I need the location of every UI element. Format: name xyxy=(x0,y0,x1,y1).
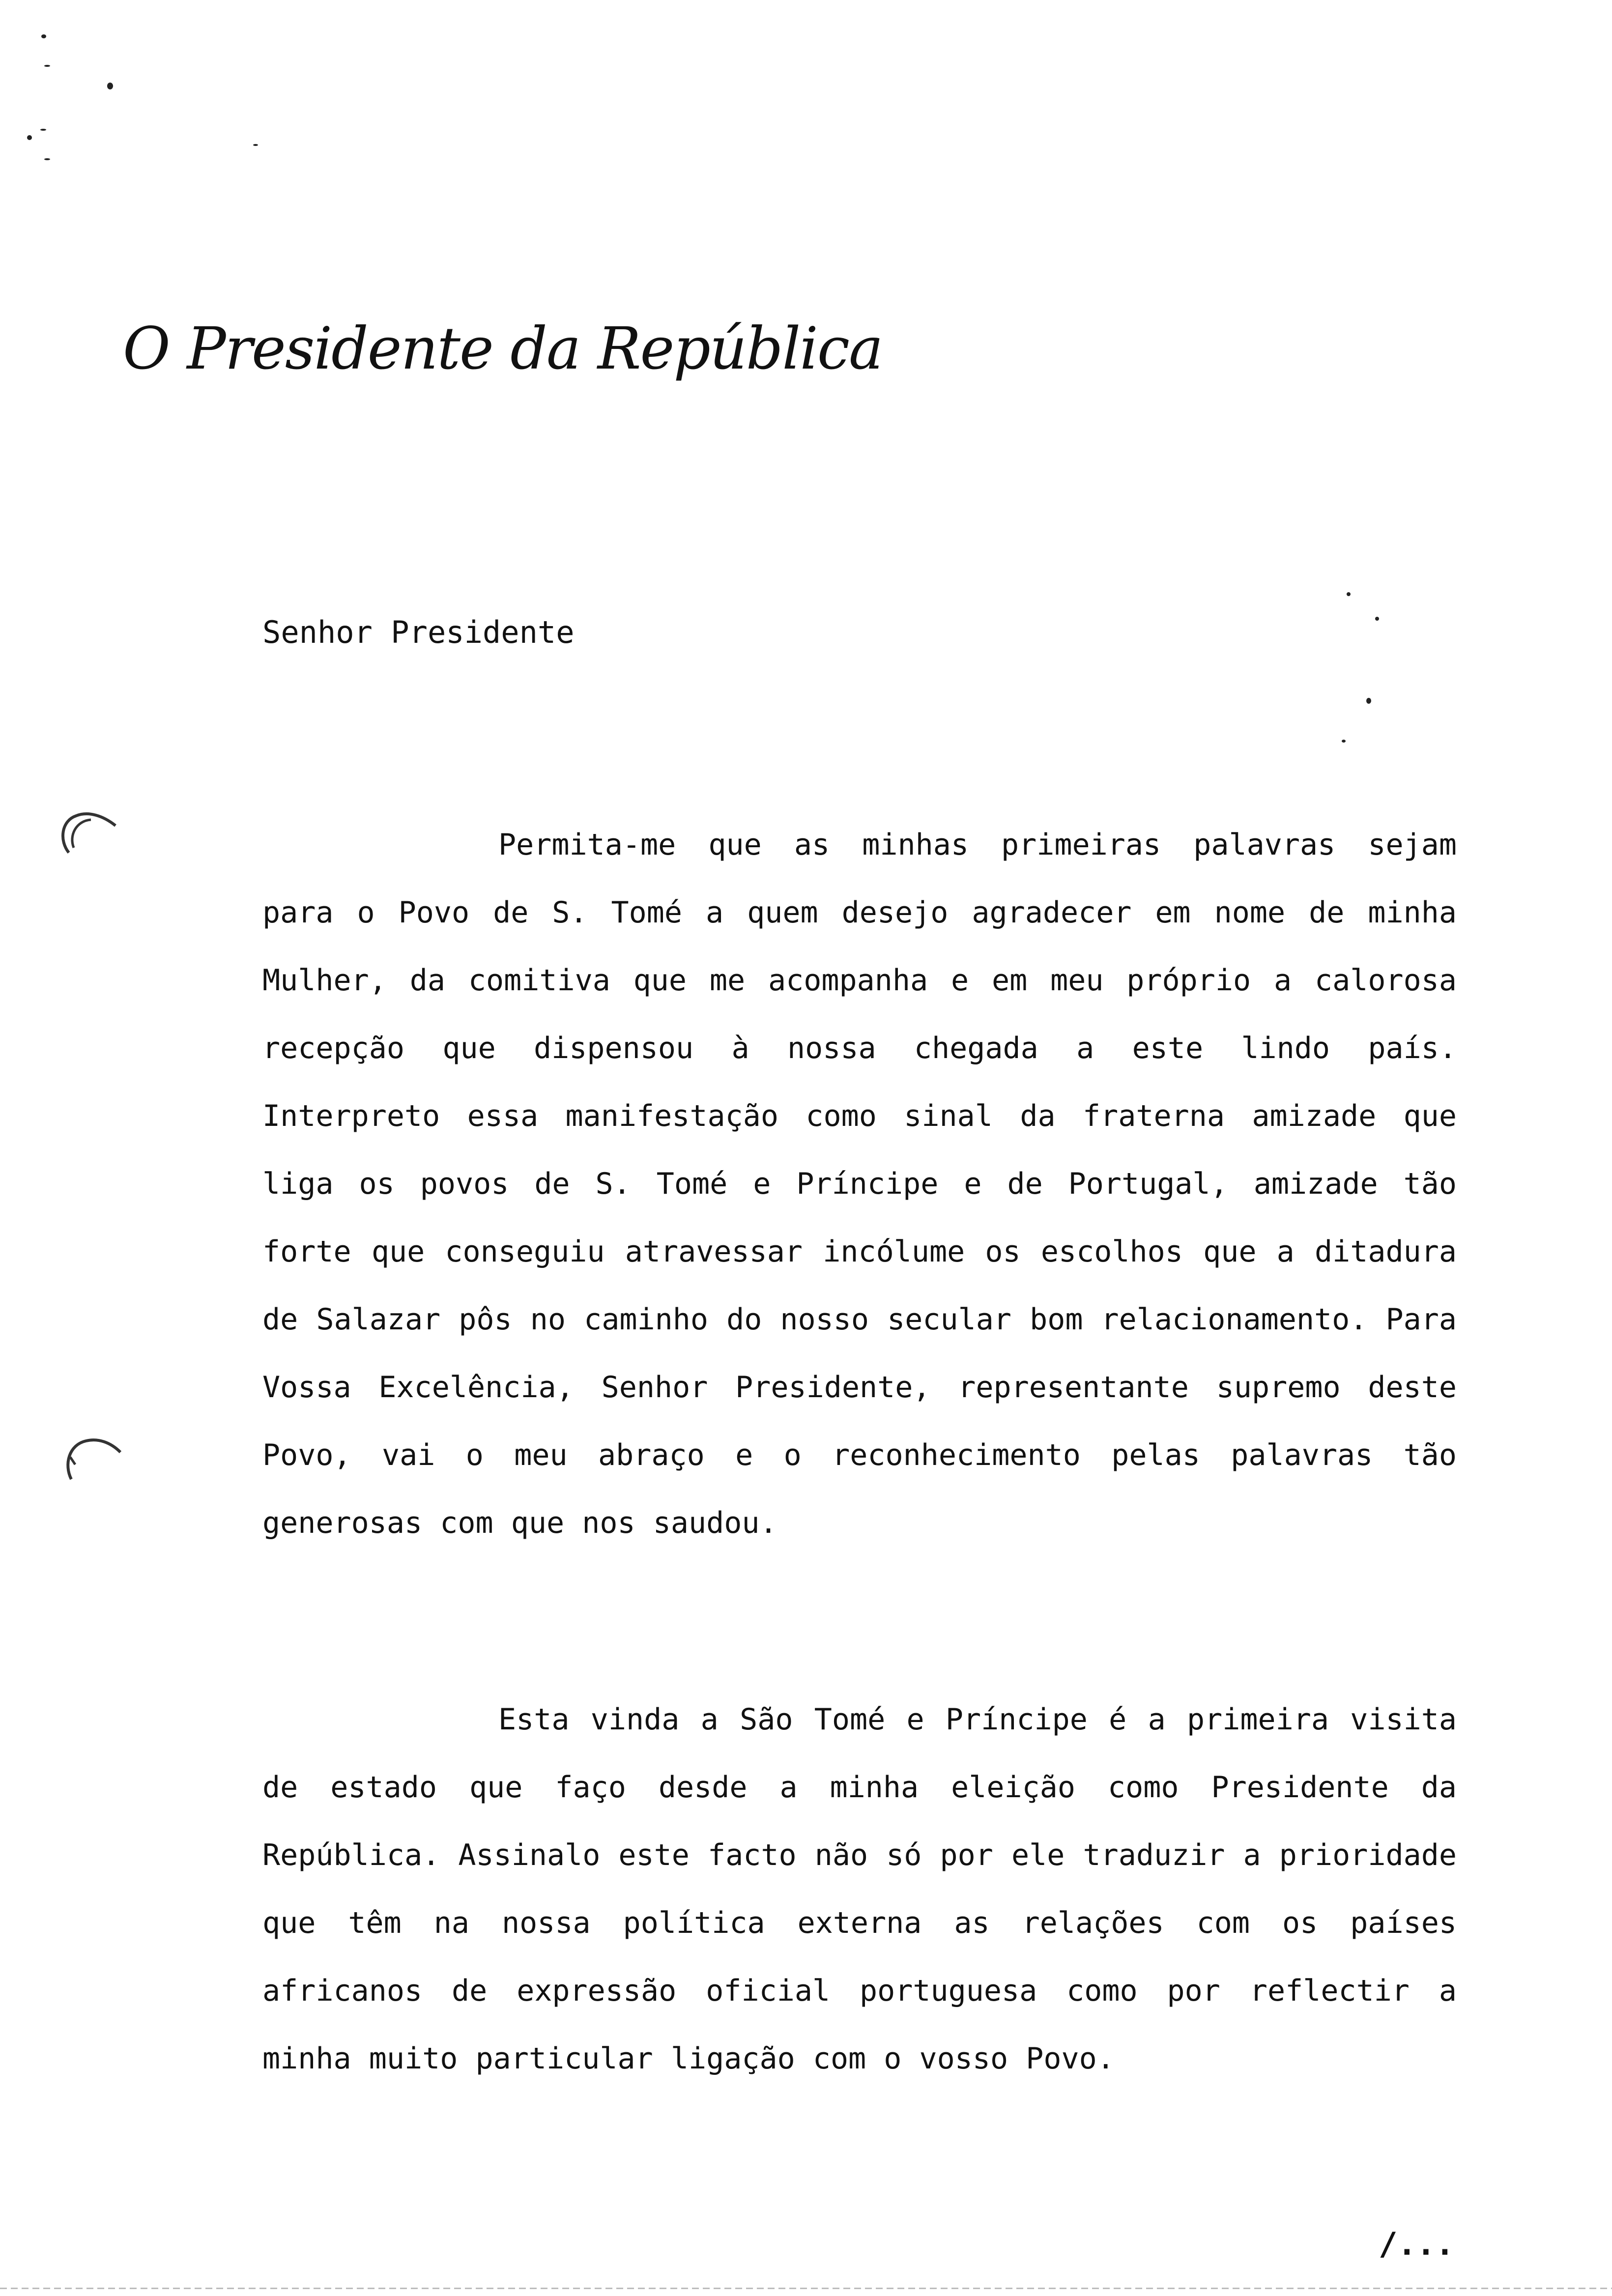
scan-speck xyxy=(1347,592,1351,596)
scan-speck xyxy=(44,158,50,160)
scan-speck xyxy=(27,135,32,140)
scan-speck xyxy=(40,129,46,131)
punch-hole-mark-icon xyxy=(57,1430,130,1484)
scan-speck xyxy=(107,83,113,89)
punch-hole-mark-icon xyxy=(54,806,128,860)
scan-speck xyxy=(1366,698,1371,704)
scan-speck xyxy=(44,65,50,67)
paragraph-2: Esta vinda a São Tomé e Príncipe é a primeira visita de estado que faço desde a minha eleição como Presidente da República. Assinalo este facto não só por ele traduzir a prioridade que têm na nossa política externa as relações com os países africanos de expressão oficial portuguesa como por reflectir a minha muito particular ligação com o vosso Povo. xyxy=(262,1702,1457,2076)
continuation-mark: /... xyxy=(1379,2226,1455,2263)
scan-speck xyxy=(253,144,258,146)
scan-bottom-edge xyxy=(0,2288,1612,2289)
salutation: Senhor Presidente xyxy=(262,614,575,650)
scan-speck xyxy=(1342,740,1346,743)
letterhead-title: O Presidente da República xyxy=(123,315,883,382)
paragraph-1: Permita-me que as minhas primeiras palavras sejam para o Povo de S. Tomé a quem desejo agradecer em nome de minha Mulher, da comitiva que me acompanha e em meu próprio a calorosa recepção que dispensou à nossa chegada a este lindo país. Interpreto essa manifestação como sinal da fraterna amizade que liga os povos de S. Tomé e Príncipe e de Portugal, amizade tão forte que conseguiu atravessar incólume os escolhos que a ditadura de Salazar pôs no caminho do nosso secular bom relacionamento. Para Vossa Excelência, Senhor Presidente, representante supremo deste Povo, vai o meu abraço e o reconhecimento pelas palavras tão generosas com que nos saudou. xyxy=(262,828,1457,1540)
scan-speck xyxy=(1375,617,1379,621)
scan-speck xyxy=(41,34,46,38)
